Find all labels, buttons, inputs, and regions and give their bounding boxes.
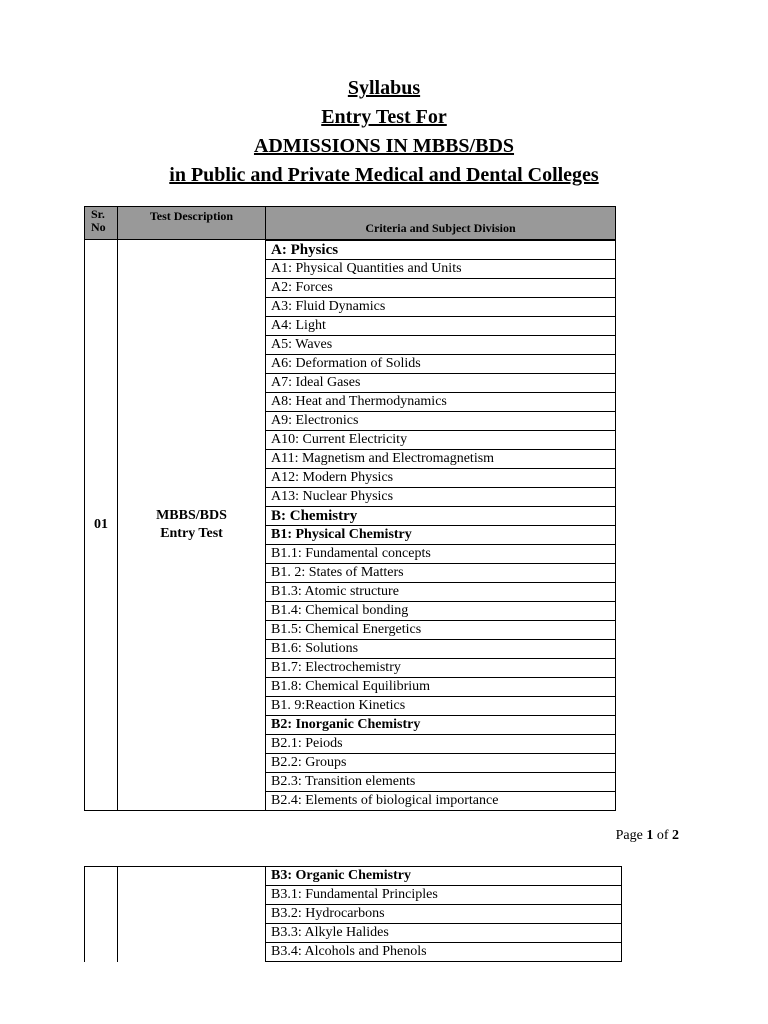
document-title [0, 74, 768, 190]
criteria-item-cell: B1.1: Fundamental concepts [266, 544, 616, 563]
title-line-1: Syllabus [347, 77, 421, 99]
criteria-item-cell: B3.2: Hydrocarbons [266, 905, 622, 924]
header-sr-no: Sr. No [85, 207, 118, 240]
title-line-3: ADMISSIONS IN MBBS/BDS [253, 135, 515, 157]
criteria-subsection-cell: B3: Organic Chemistry [266, 867, 622, 886]
criteria-item-cell: B2.1: Peiods [266, 734, 616, 753]
criteria-section-cell: B: Chemistry [266, 506, 616, 525]
test-description-cell-empty [118, 867, 266, 962]
syllabus-table [84, 206, 616, 811]
header-test-description: Test Description [118, 207, 266, 240]
syllabus-table-continued [84, 866, 622, 962]
criteria-subsection-cell: B2: Inorganic Chemistry [266, 715, 616, 734]
criteria-item-cell: B1. 9:Reaction Kinetics [266, 696, 616, 715]
criteria-item-cell: B3.4: Alcohols and Phenols [266, 943, 622, 962]
criteria-item-cell: A1: Physical Quantities and Units [266, 259, 616, 278]
criteria-item-cell: B1.8: Chemical Equilibrium [266, 677, 616, 696]
criteria-item-cell: A10: Current Electricity [266, 430, 616, 449]
criteria-item-cell: A3: Fluid Dynamics [266, 297, 616, 316]
criteria-item-cell: A9: Electronics [266, 411, 616, 430]
table-header-row [85, 207, 616, 240]
criteria-item-cell: A12: Modern Physics [266, 468, 616, 487]
page-middle: of [653, 828, 672, 843]
criteria-item-cell: B3.3: Alkyle Halides [266, 924, 622, 943]
page-prefix: Page [615, 828, 647, 843]
criteria-section-cell: A: Physics [266, 240, 616, 260]
page-total: 2 [672, 828, 679, 843]
criteria-item-cell: A7: Ideal Gases [266, 373, 616, 392]
criteria-item-cell: B1.5: Chemical Energetics [266, 620, 616, 639]
criteria-item-cell: A13: Nuclear Physics [266, 487, 616, 506]
criteria-item-cell: B1.3: Atomic structure [266, 582, 616, 601]
criteria-subsection-cell: B1: Physical Chemistry [266, 525, 616, 544]
criteria-item-cell: B2.3: Transition elements [266, 772, 616, 791]
test-description-cell: MBBS/BDS Entry Test [118, 240, 266, 811]
criteria-item-cell: A2: Forces [266, 278, 616, 297]
criteria-item-cell: A11: Magnetism and Electromagnetism [266, 449, 616, 468]
page-number [616, 828, 679, 844]
criteria-item-cell: B1.6: Solutions [266, 639, 616, 658]
sr-no-cell: 01 [85, 240, 118, 811]
criteria-item-cell: A6: Deformation of Solids [266, 354, 616, 373]
criteria-item-cell: B1. 2: States of Matters [266, 563, 616, 582]
page-current: 1 [646, 828, 654, 843]
table-row [85, 240, 616, 260]
criteria-item-cell: B3.1: Fundamental Principles [266, 886, 622, 905]
criteria-item-cell: A8: Heat and Thermodynamics [266, 392, 616, 411]
criteria-item-cell: B2.2: Groups [266, 753, 616, 772]
criteria-item-cell: B1.4: Chemical bonding [266, 601, 616, 620]
criteria-item-cell: B1.7: Electrochemistry [266, 658, 616, 677]
criteria-item-cell: A4: Light [266, 316, 616, 335]
criteria-item-cell: B2.4: Elements of biological importance [266, 791, 616, 810]
criteria-item-cell: A5: Waves [266, 335, 616, 354]
sr-no-cell-empty [85, 867, 118, 962]
header-criteria: Criteria and Subject Division [266, 207, 616, 240]
table-row [85, 867, 622, 886]
title-line-4: in Public and Private Medical and Dental Colleges [169, 164, 599, 186]
title-line-2: Entry Test For [321, 106, 447, 128]
